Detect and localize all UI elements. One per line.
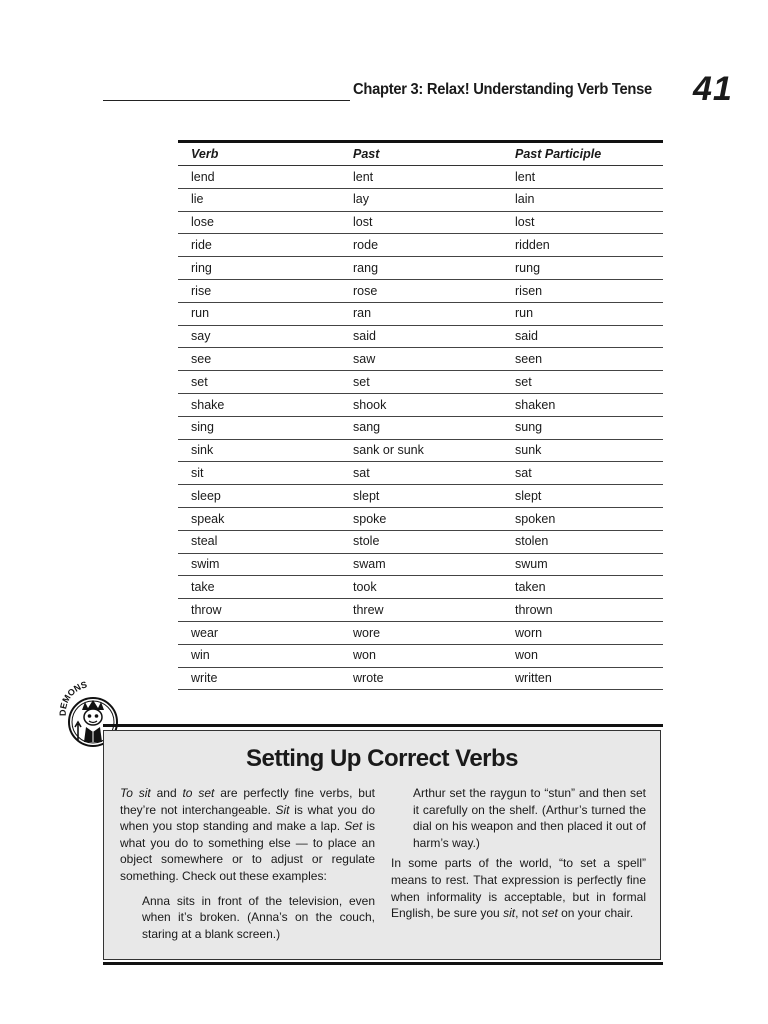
past-participle-cell: run (502, 302, 663, 325)
sidebar-right-column (391, 785, 646, 922)
past-participle-cell: sat (502, 462, 663, 485)
table-row (178, 348, 663, 371)
past-participle-cell: written (502, 667, 663, 690)
past-cell: sat (340, 462, 502, 485)
verb-cell: win (178, 644, 340, 667)
verb-cell: set (178, 371, 340, 394)
past-cell: rang (340, 257, 502, 280)
verb-cell: speak (178, 507, 340, 530)
verb-cell: lend (178, 166, 340, 189)
verb-cell: ride (178, 234, 340, 257)
verb-cell: lose (178, 211, 340, 234)
verb-cell: steal (178, 530, 340, 553)
past-participle-cell: spoken (502, 507, 663, 530)
table-header-row (178, 142, 663, 166)
past-cell: threw (340, 599, 502, 622)
past-cell: ran (340, 302, 502, 325)
past-participle-cell: shaken (502, 393, 663, 416)
table-row (178, 234, 663, 257)
table-row (178, 211, 663, 234)
past-participle-cell: slept (502, 485, 663, 508)
column-header-verb: Verb (178, 142, 340, 166)
past-participle-cell: seen (502, 348, 663, 371)
page-number: 41 (693, 70, 733, 108)
verb-cell: take (178, 576, 340, 599)
past-cell: took (340, 576, 502, 599)
column-header-past-participle: Past Participle (502, 142, 663, 166)
past-cell: rose (340, 279, 502, 302)
past-participle-cell: said (502, 325, 663, 348)
past-participle-cell: won (502, 644, 663, 667)
table-row (178, 485, 663, 508)
verb-cell: sleep (178, 485, 340, 508)
past-cell: sang (340, 416, 502, 439)
past-participle-cell: taken (502, 576, 663, 599)
sidebar-left-column (120, 785, 375, 942)
table-row (178, 257, 663, 280)
past-participle-cell: lent (502, 166, 663, 189)
table-row (178, 507, 663, 530)
past-cell: set (340, 371, 502, 394)
table-row (178, 279, 663, 302)
past-participle-cell: stolen (502, 530, 663, 553)
verb-cell: say (178, 325, 340, 348)
chapter-title: Chapter 3: Relax! Understanding Verb Tense (353, 81, 652, 98)
past-participle-cell: lain (502, 188, 663, 211)
verb-table (178, 140, 663, 690)
verb-cell: sit (178, 462, 340, 485)
table-row (178, 621, 663, 644)
table-row (178, 599, 663, 622)
past-cell: saw (340, 348, 502, 371)
verb-cell: sink (178, 439, 340, 462)
sidebar-intro-paragraph: To sit and to set are perfectly fine verbs, but they’re not interchangeable. Sit is what you do when you stop standing and make a lap. Set is what you do to something else — to place an object somewhere or to adjust or regulate something. Check out these examples: (120, 786, 376, 883)
past-cell: lay (340, 188, 502, 211)
verb-cell: throw (178, 599, 340, 622)
table-row (178, 371, 663, 394)
past-cell: swam (340, 553, 502, 576)
verb-cell: swim (178, 553, 340, 576)
past-participle-cell: sunk (502, 439, 663, 462)
past-participle-cell: risen (502, 279, 663, 302)
table-row (178, 166, 663, 189)
table-row (178, 325, 663, 348)
sidebar-box (103, 730, 661, 960)
past-cell: slept (340, 485, 502, 508)
table-row (178, 188, 663, 211)
sidebar-example-set: Arthur set the raygun to “stun” and then set it carefully on the shelf. (Arthur’s turned the dial on his weapon and then placed it out of harm’s way.) (413, 786, 646, 850)
past-cell: won (340, 644, 502, 667)
verb-table-body (178, 166, 663, 690)
past-cell: lent (340, 166, 502, 189)
sidebar-example-sit: Anna sits in front of the television, even when it’s broken. (Anna’s on the couch, staring at a blank screen.) (142, 893, 375, 941)
table-row (178, 553, 663, 576)
verb-cell: run (178, 302, 340, 325)
table-row (178, 416, 663, 439)
past-cell: lost (340, 211, 502, 234)
table-row (178, 393, 663, 416)
past-participle-cell: ridden (502, 234, 663, 257)
past-cell: said (340, 325, 502, 348)
past-participle-cell: thrown (502, 599, 663, 622)
sidebar-top-rule (103, 724, 663, 727)
past-participle-cell: set (502, 371, 663, 394)
verb-cell: sing (178, 416, 340, 439)
verb-cell: rise (178, 279, 340, 302)
past-cell: wrote (340, 667, 502, 690)
column-header-past: Past (340, 142, 502, 166)
past-participle-cell: swum (502, 553, 663, 576)
sidebar-title: Setting Up Correct Verbs (245, 745, 519, 772)
demons-icon-label: DEMONS (57, 680, 89, 717)
header-rule (103, 100, 350, 101)
table-row (178, 462, 663, 485)
past-cell: sank or sunk (340, 439, 502, 462)
verb-cell: see (178, 348, 340, 371)
past-cell: spoke (340, 507, 502, 530)
past-participle-cell: worn (502, 621, 663, 644)
past-participle-cell: rung (502, 257, 663, 280)
past-cell: stole (340, 530, 502, 553)
past-cell: shook (340, 393, 502, 416)
sidebar-closing-paragraph: In some parts of the world, “to set a spell” means to rest. That expression is perfectly fine when informality is acceptable, but in formal English, be sure you sit, not set on your chair. (391, 856, 646, 921)
past-cell: rode (340, 234, 502, 257)
table-row (178, 644, 663, 667)
verb-cell: lie (178, 188, 340, 211)
table-row (178, 439, 663, 462)
table-row (178, 530, 663, 553)
table-row (178, 302, 663, 325)
past-cell: wore (340, 621, 502, 644)
sidebar-bottom-rule (103, 962, 663, 965)
table-row (178, 667, 663, 690)
verb-cell: write (178, 667, 340, 690)
verb-cell: ring (178, 257, 340, 280)
table-row (178, 576, 663, 599)
past-participle-cell: sung (502, 416, 663, 439)
verb-cell: shake (178, 393, 340, 416)
past-participle-cell: lost (502, 211, 663, 234)
verb-cell: wear (178, 621, 340, 644)
